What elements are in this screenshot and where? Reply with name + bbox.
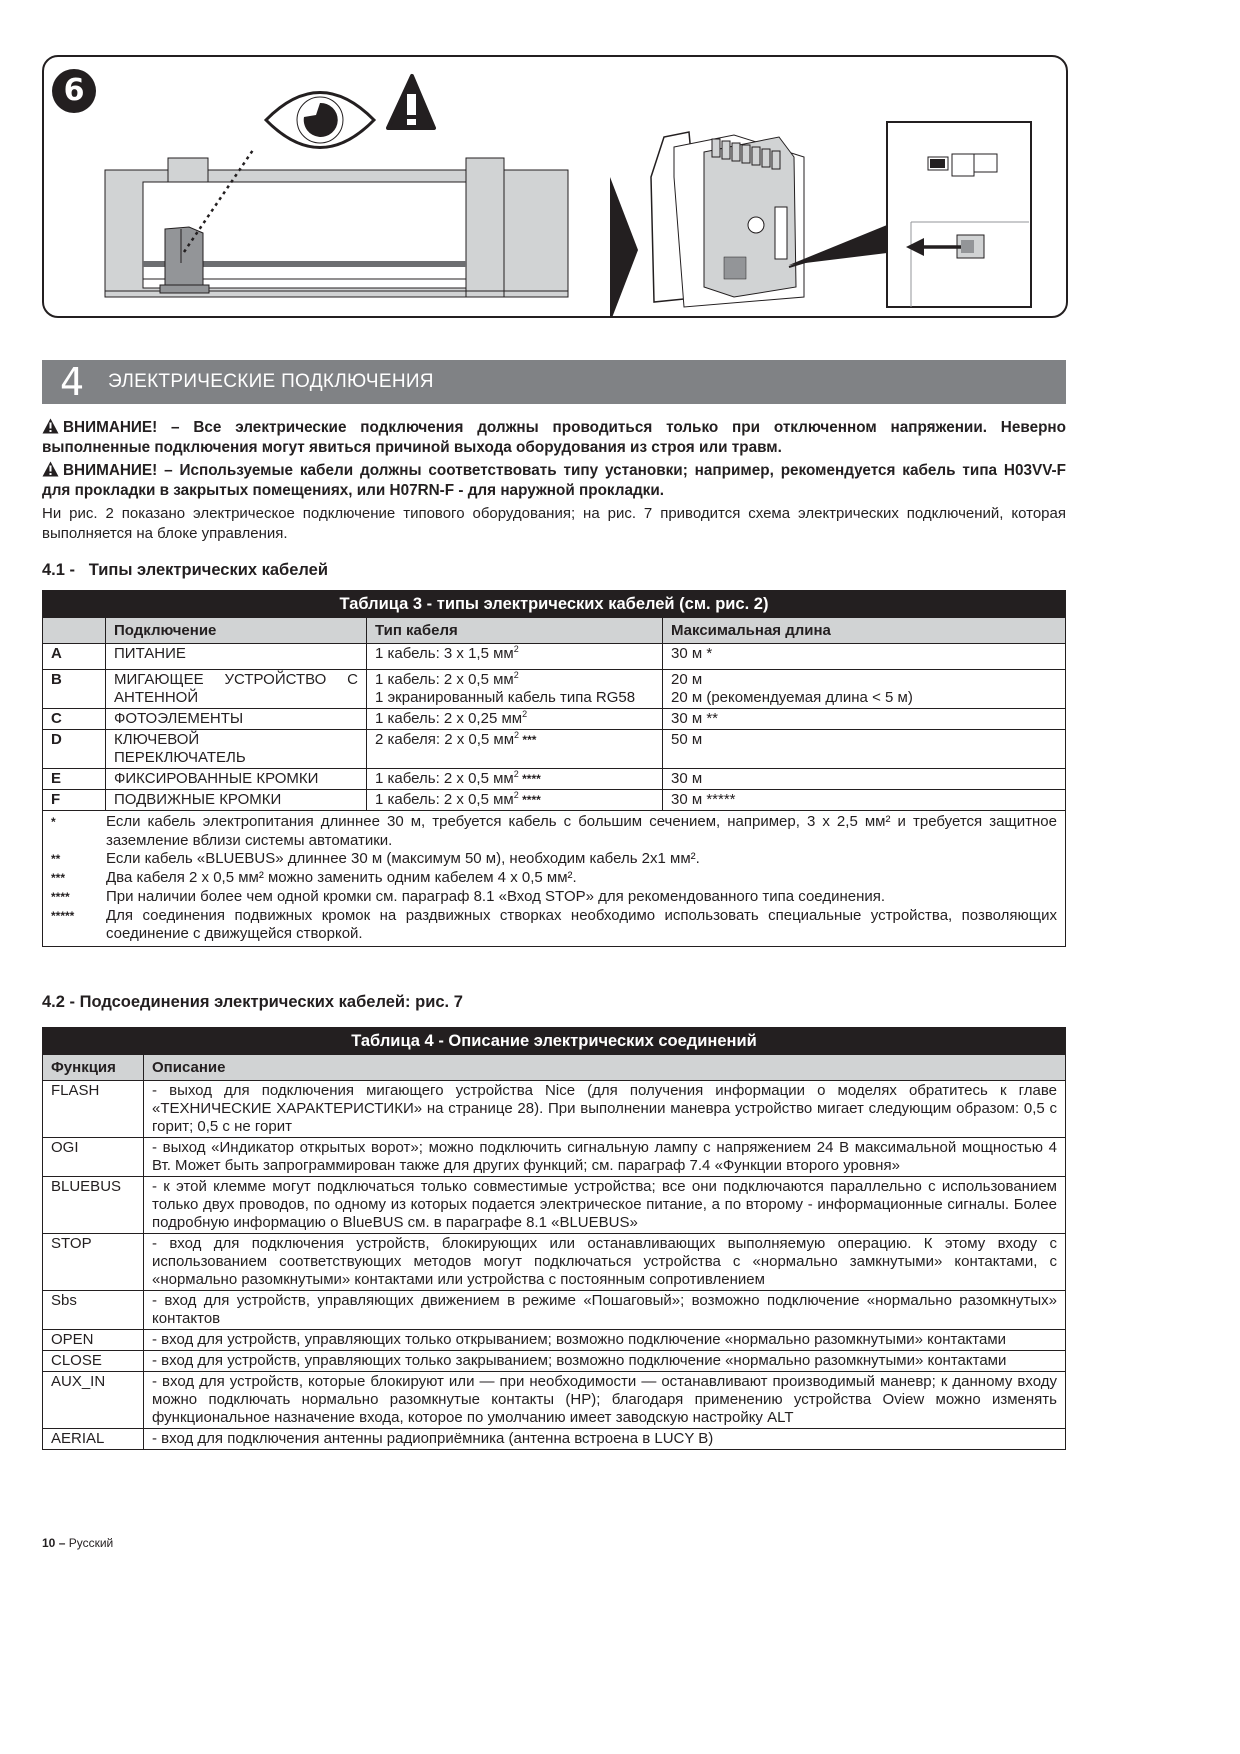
- column-header-id: [43, 618, 106, 644]
- table-row: [43, 1330, 1066, 1351]
- warning-text: ВНИМАНИЕ! – Используемые кабели должны соответствовать типу установки; например, рекомендуется кабель типа H03VV-F для прокладки в закрытых помещениях, или H07RN-F - для наружной прокладки.: [42, 462, 1066, 499]
- row-function: Sbs: [43, 1291, 144, 1330]
- note-mark: **: [51, 852, 61, 867]
- warning-triangle-icon: [42, 461, 59, 477]
- table-row: [43, 709, 1066, 730]
- table-row: [43, 730, 1066, 769]
- table-row: [43, 1138, 1066, 1177]
- row-cable: 2 кабеля: 2 x 0,5 $мм^2$ ***: [367, 730, 663, 769]
- arrow-right-icon: [610, 177, 638, 316]
- note-mark: *: [51, 815, 56, 829]
- table-row: [43, 670, 1066, 709]
- table-row: [43, 1177, 1066, 1234]
- column-header-description: Описание: [144, 1055, 1066, 1081]
- row-description: - вход для подключения антенны радиоприёмника (антенна встроена в LUCY B): [144, 1429, 1066, 1450]
- warning-triangle-icon: [42, 418, 59, 434]
- table-row: [43, 1081, 1066, 1138]
- row-id: A: [43, 644, 106, 670]
- row-function: STOP: [43, 1234, 144, 1291]
- warning-triangle-icon: [388, 76, 434, 128]
- row-description: - вход для устройств, управляющих только открыванием; возможно подключение «нормально разомкнутыми» контактами: [144, 1330, 1066, 1351]
- column-header-max-length: Максимальная длина: [663, 618, 1066, 644]
- table-4-connections: [42, 1027, 1066, 1450]
- table-caption: Таблица 4 - Описание электрических соединений: [43, 1028, 1066, 1055]
- row-description: - выход «Индикатор открытых ворот»; можно подключить сигнальную лампу с напряжением 24 В максимальной мощностью 4 Вт. Может быть запрограммирован также для других функций; см. параграф 7.4 «Функции второго уровня»: [144, 1138, 1066, 1177]
- table-3-cable-types: [42, 590, 1066, 947]
- section-number: 4: [60, 360, 85, 404]
- row-description: - вход для устройств, управляющих движением в режиме «Пошаговый»; возможно подключение «нормально разомкнутых» контактов: [144, 1291, 1066, 1330]
- row-connection: ФИКСИРОВАННЫЕ КРОМКИ: [106, 769, 367, 790]
- note-mark: ****: [51, 889, 70, 904]
- row-id: D: [43, 730, 106, 769]
- table-row: [43, 1372, 1066, 1429]
- page-footer: 10 – Русский: [42, 1536, 114, 1550]
- figure-6: [42, 55, 1068, 318]
- row-cable: 1 кабель: 2 x 0,25 $мм^2$: [367, 709, 663, 730]
- row-function: FLASH: [43, 1081, 144, 1138]
- row-description: - вход для устройств, управляющих только закрыванием; возможно подключение «нормально разомкнутыми» контактами: [144, 1351, 1066, 1372]
- row-id: C: [43, 709, 106, 730]
- row-connection: МИГАЮЩЕЕ УСТРОЙСТВО С АНТЕННОЙ: [106, 670, 367, 709]
- warning-note-2: [42, 461, 1066, 501]
- row-id: B: [43, 670, 106, 709]
- row-function: CLOSE: [43, 1351, 144, 1372]
- row-cable: 1 кабель: 2 x 0,5 $мм^2$ 1 экранированный кабель типа RG58: [367, 670, 663, 709]
- table-caption: Таблица 3 - типы электрических кабелей (см. рис. 2): [43, 591, 1066, 618]
- subsection-4-1-heading: [42, 561, 328, 580]
- warning-text: ВНИМАНИЕ! – Все электрические подключения должны проводиться только при отключенном напряжении. Неверно выполненные подключения могут явиться причиной выхода оборудования из строя или травм.: [42, 419, 1066, 456]
- row-cable: 1 кабель: 2 x 0,5 $мм^2$ ****: [367, 790, 663, 811]
- row-function: AERIAL: [43, 1429, 144, 1450]
- warning-note-1: [42, 418, 1066, 458]
- page-number: 10: [42, 1536, 56, 1550]
- table-row: [43, 1351, 1066, 1372]
- row-description: - выход для подключения мигающего устройства Nice (для получения информации о моделях обратитесь к главе «ТЕХНИЧЕСКИЕ ХАРАКТЕРИСТИКИ» на странице 28). При выполнении маневра устройство мигает следующим образом: 0,5 с горит; 0,5 с не горит: [144, 1081, 1066, 1138]
- section-header: [42, 360, 1066, 404]
- table-row: [43, 769, 1066, 790]
- eye-icon: [266, 93, 374, 148]
- row-id: E: [43, 769, 106, 790]
- row-function: BLUEBUS: [43, 1177, 144, 1234]
- gate-diagram-illustration: [44, 57, 1066, 316]
- row-length: 30 м: [663, 769, 1066, 790]
- row-description: - вход для подключения устройств, блокирующих или останавливающих выполняемую операцию. К этому входу с использованием соответствующих методов могут подключаться устройства с «нормально замкнутыми» контактами, с «нормально разомкнутыми» контактами или устройства с постоянным сопротивлением: [144, 1234, 1066, 1291]
- note-mark: *****: [51, 908, 75, 923]
- row-id: F: [43, 790, 106, 811]
- footer-language: Русский: [68, 1536, 114, 1550]
- subsection-title: Типы электрических кабелей: [88, 561, 328, 579]
- row-function: AUX_IN: [43, 1372, 144, 1429]
- note-text: Два кабеля 2 x 0,5 мм² можно заменить одним кабелем 4 x 0,5 мм².: [106, 869, 577, 887]
- table-row: [43, 790, 1066, 811]
- row-function: OGI: [43, 1138, 144, 1177]
- row-length: 50 м: [663, 730, 1066, 769]
- table-notes: [43, 811, 1066, 947]
- column-header-function: Функция: [43, 1055, 144, 1081]
- table-row: [43, 1234, 1066, 1291]
- row-description: - к этой клемме могут подключаться только совместимые устройства; все они подключаются параллельно с использованием только двух проводов, по одному из которых подается электрическое питание, а по второму - информационные сигналы. Более подробную информацию о BlueBUS см. в параграфе 8.1 «BLUEBUS»: [144, 1177, 1066, 1234]
- table-row: [43, 644, 1066, 670]
- table-row: [43, 1429, 1066, 1450]
- column-header-connection: Подключение: [106, 618, 367, 644]
- row-length: 30 м *: [663, 644, 1066, 670]
- table-row: [43, 1291, 1066, 1330]
- row-connection: ФОТОЭЛЕМЕНТЫ: [106, 709, 367, 730]
- section-title: ЭЛЕКТРИЧЕСКИЕ ПОДКЛЮЧЕНИЯ: [108, 371, 434, 392]
- note-mark: ***: [51, 871, 66, 886]
- row-cable: 1 кабель: 3 x 1,5 $мм^2$: [367, 644, 663, 670]
- row-cable: 1 кабель: 2 x 0,5 $мм^2$ ****: [367, 769, 663, 790]
- row-description: - вход для устройств, которые блокируют или — при необходимости — останавливают производимый маневр; к данному входу можно подключать нормально разомкнутые контакты (НР); благодаря применению устройства Oview можно изменять функциональное назначение входа, которое по умолчанию имеет заводскую настройку ALT: [144, 1372, 1066, 1429]
- row-connection: КЛЮЧЕВОЙ ПЕРЕКЛЮЧАТЕЛЬ: [106, 730, 367, 769]
- row-function: OPEN: [43, 1330, 144, 1351]
- row-length: 30 м *****: [663, 790, 1066, 811]
- row-connection: ПИТАНИЕ: [106, 644, 367, 670]
- row-length: 20 м 20 м (рекомендуемая длина < 5 м): [663, 670, 1066, 709]
- row-connection: ПОДВИЖНЫЕ КРОМКИ: [106, 790, 367, 811]
- row-length: 30 м **: [663, 709, 1066, 730]
- column-header-cable-type: Тип кабеля: [367, 618, 663, 644]
- subsection-4-2-heading: 4.2 - Подсоединения электрических кабелей: рис. 7: [42, 993, 463, 1011]
- note-text: При наличии более чем одной кромки см. параграф 8.1 «Вход STOP» для рекомендованного типа соединения.: [106, 887, 886, 905]
- figure-number-badge: 6: [52, 69, 96, 113]
- note-text: Если кабель «BLUEBUS» длиннее 30 м (максимум 50 м), необходим кабель 2x1 мм².: [106, 850, 700, 868]
- intro-paragraph: Ни рис. 2 показано электрическое подключение типового оборудования; на рис. 7 приводится схема электрических подключений, которая выполняется на блоке управления.: [42, 505, 1066, 542]
- subsection-number: 4.1 -: [42, 561, 76, 579]
- note-text: Если кабель электропитания длиннее 30 м, требуется кабель с большим сечением, например, 3 x 2,5 мм² и требуется защитное заземление вблизи системы автоматики.: [106, 813, 1057, 849]
- note-text: Для соединения подвижных кромок на раздвижных створках необходимо использовать специальные устройства, позволяющих соединение с движущейся створкой.: [106, 906, 1057, 943]
